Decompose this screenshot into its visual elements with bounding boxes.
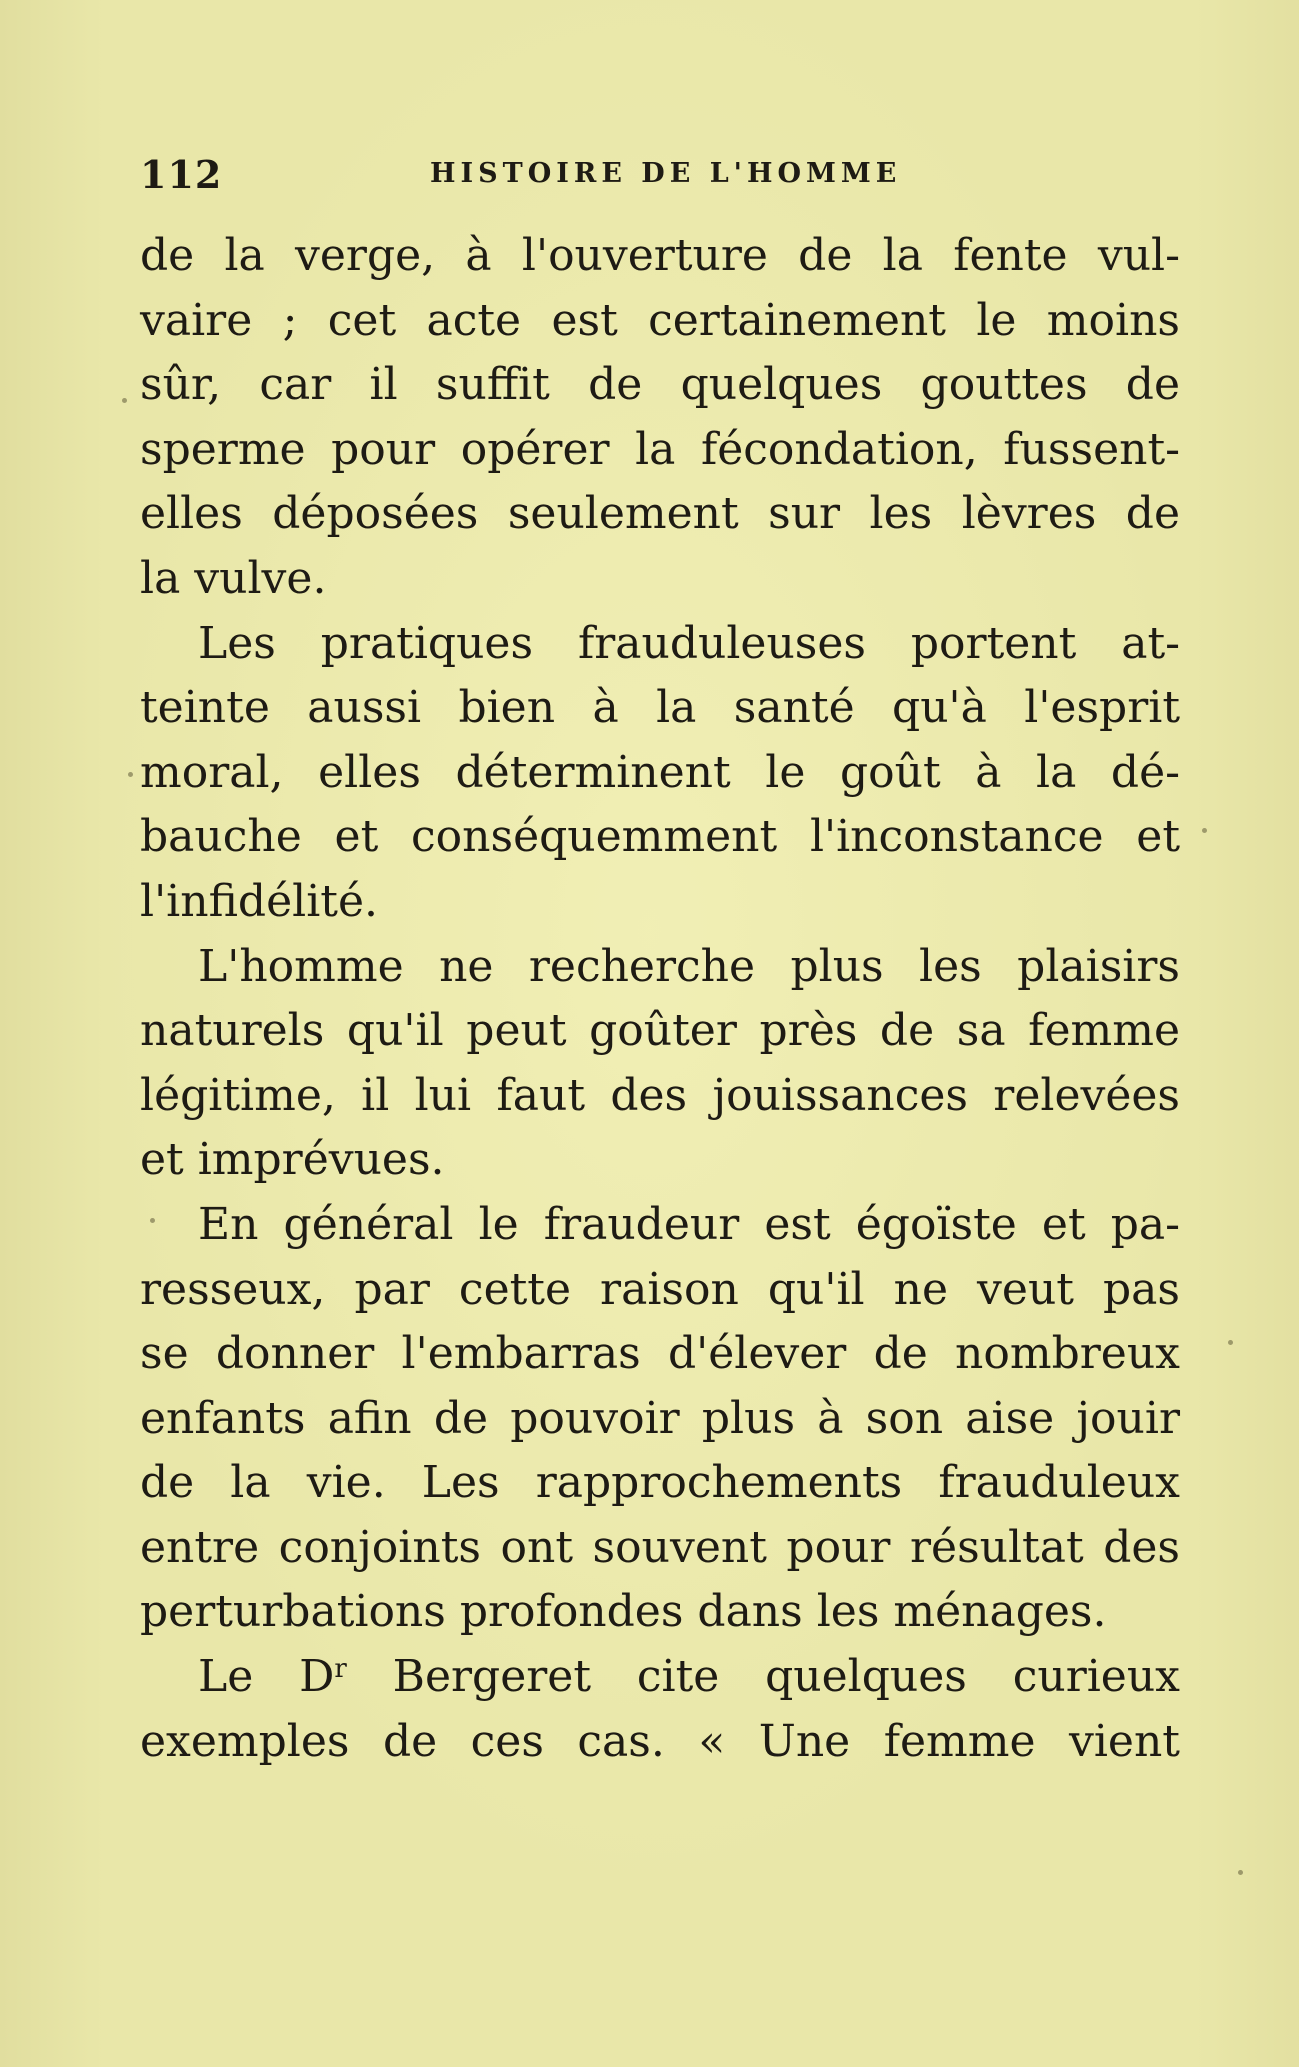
page-header: [140, 152, 1180, 202]
text-line: enfants afin de pouvoir plus à son aise jouir: [140, 1392, 1180, 1444]
text-line: l'infidélité.: [140, 875, 378, 927]
text-fragment: Le D: [198, 1651, 335, 1703]
paper-speck: [122, 398, 127, 403]
text-line: se donner l'embarras d'élever de nombreux: [140, 1328, 1180, 1380]
paragraph-first-line: [140, 1645, 1180, 1710]
text-line: perturbations profondes dans les ménages.: [140, 1586, 1107, 1638]
paragraph-first-line: Les pratiques frauduleuses portent at-: [198, 617, 1180, 669]
paper-speck: [150, 1218, 155, 1223]
text-line: de la vie. Les rapprochements frauduleux: [140, 1457, 1180, 1509]
text-line: moral, elles déterminent le goût à la dé-: [140, 746, 1180, 798]
paper-speck: [1202, 828, 1207, 833]
superscript-fragment: r: [334, 1654, 347, 1685]
text-line: exemples de ces cas. « Une femme vient: [140, 1715, 1180, 1767]
text-line: naturels qu'il peut goûter près de sa femme: [140, 1005, 1180, 1057]
text-line: de la verge, à l'ouverture de la fente vul-: [140, 230, 1180, 281]
text-line: resseux, par cette raison qu'il ne veut pas: [140, 1263, 1180, 1315]
paragraph-first-line: En général le fraudeur est égoïste et pa-: [198, 1198, 1180, 1250]
paper-speck: [128, 772, 133, 777]
text-line: bauche et conséquemment l'inconstance et: [140, 811, 1180, 863]
text-line: légitime, il lui faut des jouissances relevées: [140, 1069, 1180, 1121]
text-line: sûr, car il suffit de quelques gouttes de: [140, 359, 1180, 411]
running-title: HISTOIRE DE L'HOMME: [430, 158, 902, 189]
text-line: teinte aussi bien à la santé qu'à l'esprit: [140, 682, 1180, 734]
text-line: sperme pour opérer la fécondation, fussent-: [140, 423, 1180, 475]
paper-speck: [1228, 1340, 1233, 1345]
page-number: 112: [140, 152, 223, 197]
text-line: et imprévues.: [140, 1134, 445, 1186]
text-line: la vulve.: [140, 552, 327, 604]
text-line: elles déposées seulement sur les lèvres de: [140, 488, 1180, 540]
body-text: [140, 224, 1180, 1774]
text-line: entre conjoints ont souvent pour résultat des: [140, 1521, 1180, 1573]
text-fragment: Bergeret cite quelques curieux: [346, 1651, 1180, 1703]
text-line: vaire ; cet acte est certainement le moins: [140, 294, 1180, 346]
paragraph-first-line: L'homme ne recherche plus les plaisirs: [198, 940, 1180, 992]
paper-speck: [1238, 1870, 1243, 1875]
